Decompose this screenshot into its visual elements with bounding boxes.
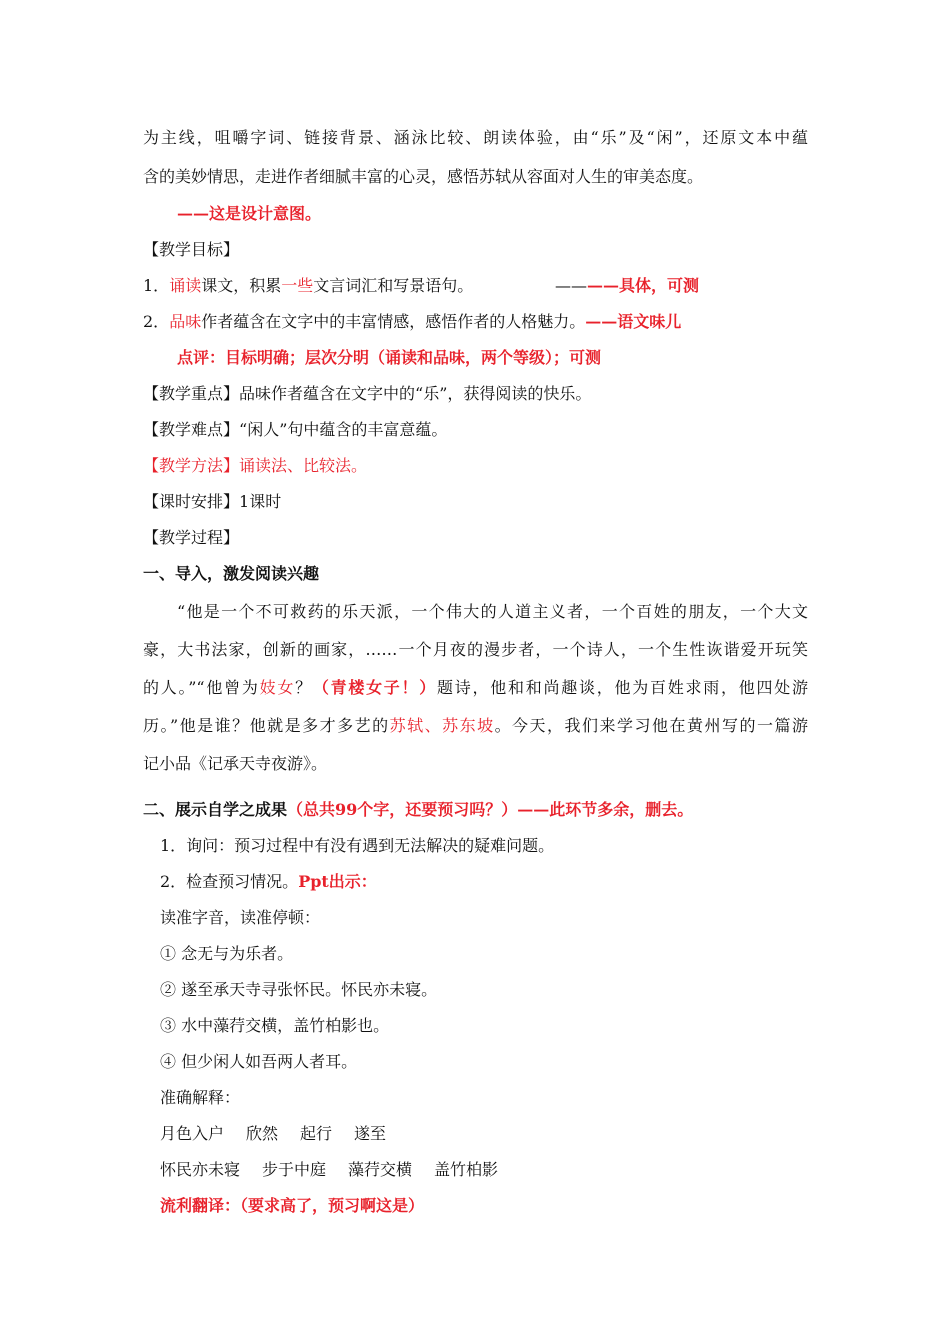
- word-list-1: [160, 1123, 386, 1145]
- goal-2-rest: 作者蕴含在文字中的丰富情感，感悟作者的人格魅力。: [201, 312, 586, 331]
- goal-1-number: 1．: [143, 276, 170, 295]
- sentence-3: ③ 水中藻荇交横，盖竹柏影也。: [160, 1016, 390, 1035]
- section-1-line-3: [143, 677, 808, 699]
- key-point-text: 品味作者蕴含在文字中的“乐”，获得阅读的快乐。: [239, 384, 592, 403]
- difficulty: [143, 419, 447, 441]
- intro-line-1: 为主线，咀嚼字词、链接背景、涵泳比较、朗读体验，由“乐”及“闲”，还原文本中蕴: [143, 128, 808, 147]
- process-heading: 【教学过程】: [143, 528, 240, 547]
- section-1-line-4: [143, 715, 808, 737]
- item-2-text: 2．检查预习情况。: [160, 872, 299, 891]
- goal-1-comment: ————具体，可测: [555, 276, 700, 295]
- section-1-line-2: 豪，大书法家，创新的画家，……一个月夜的漫步者，一个诗人，一个生性诙谐爱开玩笑: [143, 640, 808, 659]
- goals-heading: 【教学目标】: [143, 240, 240, 259]
- section-2-item-2: [160, 871, 377, 893]
- goal-1-keyword: 诵读: [169, 276, 202, 295]
- sentence-4: ④ 但少闲人如吾两人者耳。: [160, 1052, 358, 1071]
- section-1-line-1: “他是一个不可救药的乐天派，一个伟大的人道主义者，一个百姓的朋友，一个大文: [177, 602, 808, 621]
- method-label: 【教学方法】: [143, 456, 240, 475]
- section-1-line-5: 记小品《记承天寺夜游》。: [143, 754, 328, 773]
- sentence-1: ① 念无与为乐者。: [160, 944, 294, 963]
- intro-line-2: 含的美妙情思，走进作者细腻丰富的心灵，感悟苏轼从容面对人生的审美态度。: [143, 167, 704, 186]
- explain-heading: 准确解释：: [160, 1088, 241, 1107]
- word-item: 欣然: [246, 1124, 279, 1143]
- method-text: 诵读法、比较法。: [239, 456, 368, 475]
- goal-2-keyword: 品味: [169, 312, 202, 331]
- line-3-a: 的人。”“他曾为: [143, 678, 260, 697]
- word-item: 藻荇交横: [348, 1160, 413, 1179]
- goal-1-mid: 课文，积累: [201, 276, 282, 295]
- section-2-comment: （总共99个字，还要预习吗？）——此环节多余，删去。: [287, 800, 694, 819]
- section-2-item-1: 1．询问：预习过程中有没有遇到无法解决的疑难问题。: [160, 836, 555, 855]
- word-item: 怀民亦未寝: [160, 1160, 241, 1179]
- goal-2-number: 2．: [143, 312, 170, 331]
- line-3-b: ？: [295, 678, 313, 697]
- key-point: [143, 383, 591, 405]
- line-4-b: 。今天，我们来学习他在黄州写的一篇游: [494, 716, 808, 735]
- read-heading: 读准字音，读准停顿：: [160, 908, 321, 927]
- difficulty-label: 【教学难点】: [143, 420, 240, 439]
- translate-keyword: 流利: [160, 1196, 193, 1215]
- line-3-bold-note: （青楼女子！）: [312, 678, 438, 697]
- section-1-title: 一、导入，激发阅读兴趣: [143, 564, 320, 583]
- goal-2-comment: ——语文味儿: [585, 312, 682, 331]
- item-2-red: Ppt出示：: [298, 872, 377, 891]
- design-intent-note: ——这是设计意图。: [177, 204, 322, 223]
- translate-label: 翻译：: [192, 1196, 241, 1215]
- word-item: 遂至: [354, 1124, 387, 1143]
- word-list-2: [160, 1159, 498, 1181]
- section-2-title-text: 二、展示自学之成果: [143, 800, 288, 819]
- difficulty-text: “闲人”句中蕴含的丰富意蕴。: [239, 420, 448, 439]
- schedule: [143, 491, 281, 513]
- word-item: 步于中庭: [262, 1160, 327, 1179]
- teaching-method: [143, 455, 367, 477]
- goal-1-comment-text: ——具体，可测: [587, 276, 700, 295]
- sentence-2: ② 遂至承天寺寻张怀民。怀民亦未寝。: [160, 980, 438, 999]
- word-item: 月色入户: [160, 1124, 225, 1143]
- schedule-text: 1课时: [239, 492, 282, 511]
- goal-1-rest: 文言词汇和写景语句。: [313, 276, 474, 295]
- line-3-c: 题诗，他和和尚趣谈，他为百姓求雨，他四处游: [437, 678, 808, 697]
- goal-1: [143, 275, 473, 297]
- translate-line: [160, 1195, 424, 1217]
- goals-review: 点评：目标明确；层次分明（诵读和品味，两个等级）；可测: [177, 348, 602, 367]
- word-item: 盖竹柏影: [434, 1160, 499, 1179]
- goal-1-keyword-2: 一些: [281, 276, 314, 295]
- line-4-red: 苏轼、苏东坡: [389, 716, 495, 735]
- translate-comment: （要求高了，预习啊这是）: [240, 1196, 425, 1215]
- goal-2: [143, 311, 681, 333]
- schedule-label: 【课时安排】: [143, 492, 240, 511]
- line-4-a: 历。”他是谁？他就是多才多艺的: [143, 716, 390, 735]
- key-point-label: 【教学重点】: [143, 384, 240, 403]
- word-item: 起行: [300, 1124, 333, 1143]
- section-2-title: [143, 799, 693, 821]
- line-3-red: 妓女: [259, 678, 296, 697]
